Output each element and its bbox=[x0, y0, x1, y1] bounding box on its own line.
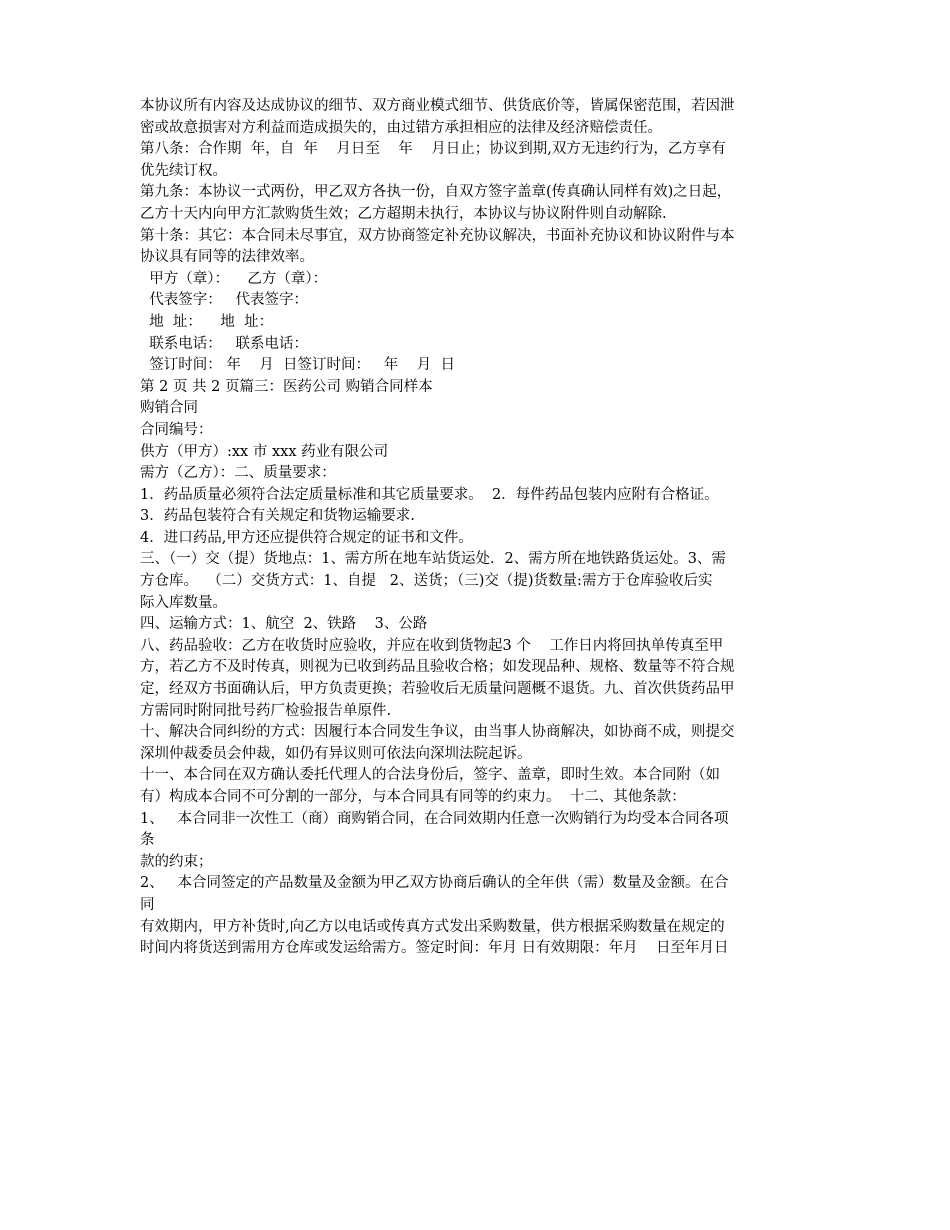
text-line: 3．药品包装符合有关规定和货物运输要求. bbox=[140, 508, 415, 525]
signature-line: 代表签字： 代表签字： bbox=[140, 292, 309, 309]
text-line: 际入库数量。 bbox=[140, 594, 227, 611]
signature-line: 签订时间： 年 月 日签订时间： 年 月 日 bbox=[140, 357, 455, 374]
text-line: 方需同时附同批号药厂检验报告单原件. bbox=[140, 702, 392, 719]
text-line: 优先续订权。 bbox=[140, 162, 227, 179]
supplier-line: 供方（甲方）:xx 市 xxx 药业有限公司 bbox=[140, 443, 389, 460]
text-line: 三、（一）交（提）货地点：1、需方所在地车站货运处．2、需方所在地铁路货运处。3、需 bbox=[140, 551, 726, 568]
text-line: 4．进口药品,甲方还应提供符合规定的证书和文件。 bbox=[140, 529, 473, 546]
contract-title: 购销合同 bbox=[140, 400, 198, 417]
text-line: 八、药品验收：乙方在收货时应验收，并应在收到货物起3 个 工作日内将回执单传真至甲 bbox=[140, 637, 724, 654]
signature-line: 联系电话： 联系电话： bbox=[140, 335, 309, 352]
text-line: 密或故意损害对方利益而造成损失的，由过错方承担相应的法律及经济赔偿责任。 bbox=[140, 119, 662, 136]
text-line: 款的约束； bbox=[140, 853, 213, 870]
text-line: 1、 本合同非一次性工（商）商购销合同，在合同效期内任意一次购销行为均受本合同各项 bbox=[140, 810, 729, 827]
text-line: 2、 本合同签定的产品数量及金额为甲乙双方协商后确认的全年供（需）数量及金额。在合 bbox=[140, 875, 729, 892]
text-line: 方仓库。 （二）交货方式：1、自提 2、送货；（三)交（提)货数量:需方于仓库验收后实 bbox=[140, 573, 713, 590]
text-line: 第十条：其它：本合同未尽事宜，双方协商签定补充协议解决，书面补充协议和协议附件与本 bbox=[140, 227, 735, 244]
text-line: 深圳仲裁委员会仲裁，如仍有异议则可依法向深圳法院起诉。 bbox=[140, 745, 532, 762]
text-line: 四、运输方式：1、航空 2、铁路 3、公路 bbox=[140, 616, 428, 633]
text-line: 本协议所有内容及达成协议的细节、双方商业模式细节、供货底价等，皆属保密范围，若因泄 bbox=[140, 98, 735, 114]
text-line: 时间内将货送到需用方仓库或发运给需方。签定时间：年月 日有效期限：年月 日至年月日 bbox=[140, 940, 729, 957]
text-line: 乙方十天内向甲方汇款购货生效；乙方超期未执行，本协议与协议附件则自动解除. bbox=[140, 205, 667, 222]
text-line: 第八条：合作期 年，自 年 月日至 年 月日止；协议到期,双方无违约行为，乙方享有 bbox=[140, 141, 726, 158]
text-line: 有）构成本合同不可分割的一部分，与本合同具有同等的约束力。 十二、其他条款： bbox=[140, 789, 686, 805]
document-body bbox=[140, 96, 820, 960]
text-line: 条 bbox=[140, 832, 155, 849]
text-line: 1．药品质量必须符合法定质量标准和其它质量要求。 2．每件药品包装内应附有合格证。 bbox=[140, 486, 719, 503]
buyer-line: 需方（乙方）：二、质量要求： bbox=[140, 465, 336, 482]
signature-line: 地 址： 地 址： bbox=[140, 313, 274, 330]
text-line: 同 bbox=[140, 896, 155, 913]
text-line: 十、解决合同纠纷的方式：因履行本合同发生争议，由当事人协商解决，如协商不成，则提交 bbox=[140, 724, 735, 741]
text-line: 第九条：本协议一式两份，甲乙双方各执一份，自双方签字盖章(传真确认同样有效)之日起， bbox=[140, 184, 732, 201]
text-line: 协议具有同等的法律效率。 bbox=[140, 249, 314, 266]
signature-line: 甲方（章）： 乙方（章）： bbox=[140, 270, 328, 287]
contract-number: 合同编号： bbox=[140, 421, 213, 438]
text-line: 方，若乙方不及时传真，则视为已收到药品且验收合格；如发现品种、规格、数量等不符合规 bbox=[140, 659, 735, 676]
text-line: 十一、本合同在双方确认委托代理人的合法身份后，签字、盖章，即时生效。本合同附（如 bbox=[140, 767, 720, 784]
text-line: 有效期内，甲方补货时,向乙方以电话或传真方式发出采购数量，供方根据采购数量在规定的 bbox=[140, 918, 725, 935]
page-footer-line: 第 2 页 共 2 页篇三：医药公司 购销合同样本 bbox=[140, 378, 433, 395]
text-line: 定，经双方书面确认后，甲方负责更换；若验收后无质量问题概不退货。九、首次供货药品甲 bbox=[140, 681, 735, 698]
